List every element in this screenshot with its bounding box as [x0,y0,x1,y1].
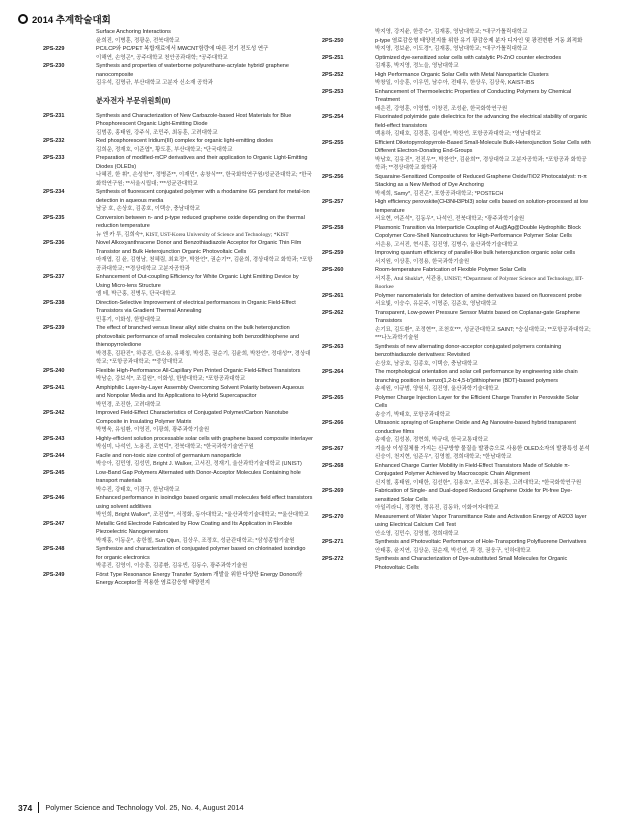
entry-title: Novel Alkoxyanthracene Donor and Benzothiadiazole Acceptor for Organic Thin Film Transistor and Bulk Heterojunction Organic Photovoltaic Cells [96,240,302,255]
page-footer [18,802,244,813]
entry [43,367,313,384]
entry-code: 2PS-241 [43,384,65,391]
entry [43,62,313,88]
entry-title: High efficiency perovskite(CH3NH3PbI3) solar cells based on solution-processed at low temperature [375,199,588,214]
entry [322,462,592,488]
page-number: 374 [18,802,33,813]
entry-title: Plasmonic Transition via Interparticle Coupling of Au@Ag@Double Hydrophilic Block Copolymer Core-Shell Nanostructures for High-Performance Polymer Solar Cells [375,224,581,239]
entry [43,112,313,138]
entry [43,545,313,571]
entry-title: Enhanced performance in isoindigo based organic small molecules field effect transistors using solvent additives [96,495,313,510]
entry-code: 2PS-240 [43,367,65,374]
entry-authors: 송승기, 박태호, 포항공과대학교 [375,411,451,418]
left-entries [43,112,313,588]
entry-title: Enhanced Charge Carrier Mobility in Field-Effect Transistors Made of Soluble π-Conjugated Polymer Achieved by Macroscopic Chain Alignment [375,462,570,477]
entry-title: Highly-efficient solution processable solar cells with graphene based composite interlayer [96,435,313,442]
entry [43,214,313,240]
entry [43,239,313,273]
entry-authors: 박종진, 김영이, 이승훈, 김종환, 김유빈, 김동수, 광주과학기술원 [96,563,248,569]
entry-authors: 이해연, 손영곤*, 공주대학교 천안공과대학; *공주대학교 [96,54,228,61]
entry-code: 2PS-244 [43,452,65,459]
entry [43,299,313,325]
entry [43,45,313,62]
entry-code: 2PS-254 [322,114,344,120]
entry-code: 2PS-270 [322,513,344,520]
entry-code: 2PS-248 [43,546,65,552]
entry-title: Optimized dye-sensitized solar cells with catalytic Pt-ZnO counter electrodes [375,54,562,61]
entry-authors: 윤희진, 이병훈, 정광운, 전북대학교 [96,37,180,44]
page-header [18,12,111,26]
entry [322,343,592,369]
entry-code: 2PS-258 [322,224,344,231]
entry-authors: 박승아, 김민영, 김성민, Bright J. Walker, 고서진, 정재기, 울산과학기술대학교 (UNIST) [96,461,302,467]
entry [322,113,592,139]
entry-code: 2PS-252 [322,71,344,78]
entry-authors: 엠 테, 박근홍, 진병두, 단국대학교 [96,291,176,297]
entry-code: 2PS-271 [322,539,344,545]
entry-title: Fluorinated polyimide gate dielectrics for the advancing the electrical stability of organic field-effect transistors [375,114,588,129]
footer-divider [38,802,39,813]
entry-authors: 김우석, 김명규, 부산대학교 고분자 신소재 공학과 [96,80,213,86]
entry-authors: 민홍기, 이화성, 한밭대학교 [96,316,161,323]
entry-authors: 김재홍, 박지영, 정노을, 영남대학교 [375,63,459,69]
entry-title: Enhancement of Out-coupling Efficiency for White Organic Light Emitting Device by Using Micro-lens Structure [96,274,299,289]
entry-title: Polymer nanomaterials for detection of amine derivatives based on fluorescent probe [375,292,582,299]
entry [322,487,592,513]
entry-authors: 박남호, 김유진*, 전진우**, 박찬언*, 김윤희**, 경상대학교 고분자공학과; *포항공과 화학공학과; **경상대학교 화학과 [375,156,587,171]
entry-authors: 박창일, 이승훈, 이우민, 남수아, 전태우, 한상우, 김상욱, KAIST-IBS [375,80,535,86]
entry-code: 2PS-231 [43,112,65,119]
entry-code: 2PS-232 [43,138,65,144]
entry-title: High Performance Organic Solar Cells with Metal Nanoparticle Clusters [375,71,549,78]
entry [322,555,592,572]
entry-code: 2PS-239 [43,325,65,331]
entry [43,409,313,435]
entry [322,139,592,173]
entry-title: 겨울상 이성질체를 가지는 신규방향 물질을 발광층으로 사용한 OLED소자의 발광특성 분석 [375,445,590,452]
entry [43,571,313,588]
entry-authors: 마재엽, 김 윤, 김형남, 천혜림, 최효정*, 박찬언*, 권순기**, 김윤희, 경상대학교 화학과; *포항공과대학교; **경상대학교 고분자공학과 [96,257,313,272]
entry-title: Synthesis and Photovoltaic Performance of Hole-Transporting Polyfluorene Derivatives [375,539,587,545]
entry-title: Synthesis and properties of waterborne polyurethane-acrylate hybrid/ graphene nanocomposite [96,63,289,78]
entry-title: Enhancement of Thermoelectric Properties of Conducting Polymers by Chemical Treatment [375,88,572,103]
entry-code: 2PS-251 [322,54,344,61]
entry-title: Red phosphorescent Iridium(III) complex for organic light-emitting diodes [96,138,273,144]
entry-title: Synthesis of fluorescent conjugated polymer with a rhodamine 6G pendant for metal-ion detection in aqueous media [96,189,310,204]
entry-authors: 서은용, 고서진, 현시훈, 김진영, 김병수, 울산과학기술대학교 [375,241,518,248]
entry-authors: 뉴 엔 카 투, 김희숙*, KIST, UST-Korea University of Science and Technology; *KIST [96,231,289,238]
entry-title: Metallic Grid Electrode Fabricated by Flow Coating and Its Application in Flexible Piezoelectric Nanogenerators [96,520,293,535]
entry-code: 2PS-255 [322,139,344,146]
entry-authors: 박인희, Bright Walker*, 조진엽**, 서정화, 동아대학교; *울산과학기술대학교; **울산대학교 [96,512,309,518]
entry-authors: 김범종, 홍태원, 강주식, 조민주, 최동훈, 고려대학교 [96,129,218,136]
entry-code: 2PS-230 [43,63,65,69]
entry-authors: 박심미, 나석인, 노용진, 조현덕*, 전북대학교; *한국과학기술연구원 [96,444,254,450]
entry-code: 2PS-234 [43,189,65,195]
entry [322,266,592,292]
entry [322,28,592,37]
entry-code: 2PS-260 [322,267,344,273]
entry-authors: 송세원, 이규범, 양원식, 김진영, 울산과학기술대학교 [375,386,499,392]
entry [322,445,592,462]
entry [322,54,592,71]
entry-authors: 안태홍, 윤지연, 김상운, 권순재, 박선연, 곽 경, 권웅구, 인하대학교 [375,547,531,554]
entry-authors: 서요빛, 이승수, 유문주, 이명준, 김준호, 영남대학교 [375,301,497,307]
entry-code: 2PS-259 [322,250,344,256]
entry-title: Ultrasonic spraying of Graphene Oxide and Ag Nanowire-based hybrid transparent conductive films [375,420,576,435]
entry-authors: 박병욱, 유임환, 이영진, 이광희, 광주과학기술원 [96,427,210,433]
entry-authors: 송예슬, 김성봉, 정현희, 박규대, 한국교통대학교 [375,437,489,443]
entry [322,37,592,54]
entry-code: 2PS-235 [43,214,65,221]
entry [43,494,313,520]
entry-title: Först Type Resonance Energy Transfer System 개발을 위한 다양한 Energy Donors와 Energy Acceptor를 적용한 염료감응형 태양전지 [96,571,303,586]
entry-title: PC/LCP와 PC/PET 복합재료에서 MWCNT함량에 따른 전기 전도성 연구 [96,46,269,52]
entry-title: Measurement of Water Vapor Transmittance Rate and Activation Energy of Al2O3 layer using Electrical Calcium Cell Test [375,513,587,528]
entry-authors: 신승이, 천지현, 임준우*, 김영철, 경희대학교; *한남대학교 [375,454,512,460]
entry-title: Conversion between n- and p-type reduced graphene oxide depending on the thermal reduction temperature [96,214,305,229]
entry [43,188,313,214]
entry [322,88,592,114]
entry-code: 2PS-229 [43,46,65,52]
entry-authors: 손기묘, 김도환*, 조정현**, 조천호***, 성균관대학교 SAINT; *숭실대학교; **포항공과대학교; ***나노과학기술원 [375,326,591,341]
entry [43,28,313,45]
entry-authors: 김희운, 정재호, 이준엽*, 황도훈, 부산대학교; *단국대학교 [96,146,233,153]
entry-title: Squaraine-Sensitized Composite of Reduced Graphene Oxide/TiO2 Photocatalyst: π-π Stacking as a New Method of Dye Anchoring [375,173,587,188]
entry-title: Synthesize and characterization of conjugated polymer based on chlorinated isoindigo for organic electronics [96,546,306,561]
right-entries [322,28,592,572]
entry-title: Polymer Charge Injection Layer for the Efficient Charge Transfer in Perovskite Solar Cells [375,394,579,409]
entry-code: 2PS-242 [43,410,65,416]
entry-code: 2PS-266 [322,420,344,426]
entry-authors: 백용하, 김태호, 김경훈, 김세한*, 박찬언, 포항공과대학교; *영남대학교 [375,131,542,137]
entry-authors: 나혜진, 한 휘*, 손성헌**, 정병준**, 이재민*, 송창식***, 한국화학연구원/성균관대학교; *한국화학연구원; **서울시립대; ***성균관대학교 [96,172,312,187]
entry-title: Amphiphilic Layer-by-Layer Assembly Overcoming Solvent Polarity between Aqueous and Nonpolar Media and Its Applications to Hybrid Supercapacitor [96,384,304,399]
entry [43,273,313,299]
entry-authors: 박수진, 강태호, 이경구, 한남대학교 [96,486,180,493]
entry-code: 2PS-257 [322,199,344,205]
entry-authors: 박지영, 강지윤, 한중수*, 김재홍, 영남대학교; *대구가톨릭대학교 [375,29,528,35]
entry-authors: 배은진, 강영훈, 이영협, 이창진, 조성윤, 한국화학연구원 [375,105,508,112]
entry-authors: 아일리라니, 정경현, 정유진, 김동하, 이화여자대학교 [375,505,499,511]
entry-code: 2PS-236 [43,240,65,246]
entry [43,435,313,452]
entry [322,394,592,420]
entry-code: 2PS-243 [43,435,65,442]
entry-code: 2PS-246 [43,495,65,501]
section-title: 분자전자 부문위원회(II) [96,95,171,105]
entry-code: 2PS-253 [322,88,344,95]
entry-authors: 안소영, 김민수, 김영철, 경희대학교 [375,530,459,537]
entry [322,249,592,266]
entry [43,384,313,410]
entry-code: 2PS-269 [322,488,344,494]
entry [43,469,313,495]
entry-code: 2PS-261 [322,292,344,299]
entry [43,452,313,469]
entry-code: 2PS-263 [322,343,344,350]
entry-code [322,28,375,37]
entry-code: 2PS-262 [322,309,344,316]
entry-title: Fabrication of Single- and Dual-doped Reduced Graphene Oxide for Pt-free Dye-sensitized Solar Cells [375,488,573,503]
entry-title: Synthesis and Characterization of Dye-substituted Small Molecules for Organic Photovoltaic Cells [375,556,568,571]
entry [322,419,592,445]
entry-code: 2PS-247 [43,520,65,527]
entry-code: 2PS-272 [322,556,344,562]
entry-authors: 남궁 호, 손상호, 김종호, 이택승, 충남대학교 [96,206,201,212]
entry-title: Transparent, Low-power Pressure Sensor Matrix based on Coplanar-gate Graphene Transistors [375,309,580,324]
entry-title: Facile and non-toxic size control of germanium nanoparticle [96,452,242,459]
entry-authors: 박민경, 조진한, 고려대학교 [96,401,161,408]
entry-title: Preparation of modified-mCP derivatives and their application to Organic Light-Emitting Diodes (OLEDs) [96,155,308,170]
entry-code: 2PS-233 [43,155,65,161]
entry-code: 2PS-256 [322,173,344,180]
entry [43,137,313,154]
entry [322,538,592,555]
entry [322,71,592,88]
left-column [43,28,313,588]
entry-title: Direction-Selective Improvement of electrical performances in Organic Field-Effect Transistors via Gradient Thermal Annealing [96,299,296,314]
entry-title: Surface Anchoring Interactions [96,29,171,35]
entry-title: Flexible High-Performance All-Capillary Pen Printed Organic Field-Effect Transistors [96,367,301,374]
entry [322,292,592,309]
entry-code: 2PS-237 [43,274,65,280]
right-column [322,28,592,572]
header-title: 2014 추계학술대회 [32,15,111,26]
entry-code: 2PS-268 [322,462,344,469]
entry-title: Room-temperature Fabrication of Flexible Polymer Solar Cells [375,267,527,273]
entry-authors: 박지영, 정보윤, 이도경*, 김재홍, 영남대학교; *대구가톨릭대학교 [375,46,528,52]
entry-code: 2PS-264 [322,369,344,375]
entry-code: 2PS-245 [43,469,65,476]
entry-title: The effect of branched versus linear alkyl side chains on the bulk heterojunction photovoltaic performance of small molecules containing both benzodithiophene and thienopyrroledione [96,325,300,348]
entry-code: 2PS-265 [322,394,344,401]
entry [43,324,313,367]
entry [322,309,592,343]
entry [43,520,313,546]
entry-code [43,28,96,45]
entry-authors: 박세희, Samy*, 김진곤*, 포항공과대학교; *POSTECH [375,190,504,197]
entry-title: Low-Band Gap Polymers Alternated with Donor-Acceptor Molecules Containing hole transport materials [96,469,301,484]
entry [43,154,313,188]
entry [322,198,592,224]
entry-code: 2PS-250 [322,37,344,44]
entry-title: Synthesis of new alternating donor-acceptor conjugated polymers containing benzothiadiazole derivatives: Revisited [375,343,562,358]
circle-bullet-icon [18,14,28,24]
entry-title: Efficient Diketopyrrolopyrrole-Based Small-Molecule Bulk-Heterojunction Solar Cells with Different Electron-Donating End-Groups [375,139,591,154]
journal-info: Polymer Science and Technology Vol. 25, No. 4, August 2014 [45,803,244,812]
entry-title: Improving quantum efficiency of parallel-like bulk heterojunction organic solar cells [375,250,576,256]
entry-authors: 신지철, 홍태원, 이태한, 김선한*, 김용호*, 조민주, 최동훈, 고려대학교; *한국화학연구원 [375,479,582,486]
entry-code: 2PS-249 [43,571,65,578]
left-top-entries [43,28,313,88]
entry-code: 2PS-238 [43,299,65,306]
entry-title: Synthesis and Characterization of New Carbazole-based Host Materials for Blue Phosphorescent Organic Light-Emitting Diode [96,112,292,127]
entry-authors: 손상호, 남궁호, 김종호, 이택승, 충남대학교 [375,360,478,367]
entry-authors: 박경훈, 김판진*, 하종진, 단소용, 유해칭, 박성혼, 권순기, 김윤희, 박찬언*, 정대성**, 경상대학교; *포항공과대학교; **중앙대학교 [96,350,311,365]
entry-authors: 서지원, 이상훈, 이정용, 한국과학기술원 [375,258,470,265]
entry-title: The morphological orientation and solar cell performance by engineering side chain branching position in benzo[1,2-b:4,5-b']dithiophene (BDT)-based polymers [375,369,578,384]
entry-code: 2PS-267 [322,445,344,452]
entry-authors: 박재홍, 이동운*, 송한철, Sun Qijun, 김상우, 조정호, 성균관대학교; *삼성종합기술원 [96,537,295,544]
entry [322,368,592,394]
entry [322,173,592,199]
entry [322,224,592,250]
entry-authors: 서지훈, Atul Shukla*, 서관용, UNIST; *Department of Polymer Science and Technology, IIT-Roorkee [375,275,584,290]
entry-title: p-type 염료감응형 태양전지를 위한 유기 광감응제 분자 디자인 및 광전변환 거동 최적화 [375,37,583,44]
entry-title: Improved Field-Effect Characteristics of Conjugated Polymer/Carbon Nanotube Composite in Insulating Polymer Matrix [96,410,289,425]
entry-authors: 서요현, 여준석*, 김동우*, 나석인, 전북대학교; *광주과학기술원 [375,216,525,222]
entry-authors: 박남순, 강보석*, 조길원*, 이화성, 한밭대학교; *포항공과대학교 [96,376,246,382]
entry [322,513,592,539]
